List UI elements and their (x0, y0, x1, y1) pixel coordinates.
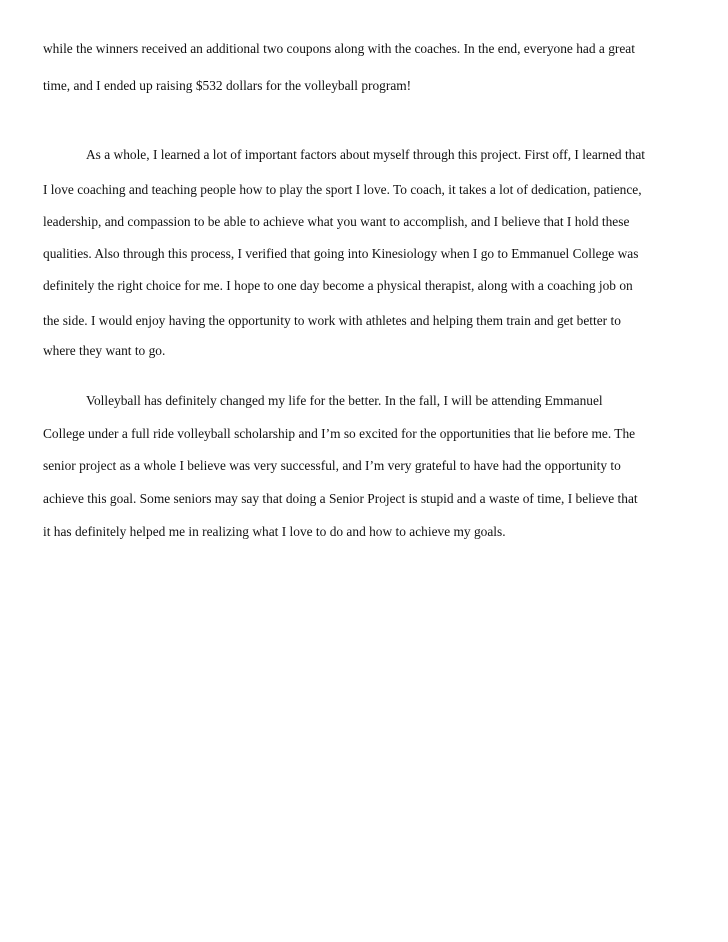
paragraph-1-line-2: time, and I ended up raising $532 dollars for the volleyball program! (43, 78, 412, 93)
paragraph-2-line-1: As a whole, I learned a lot of important factors about myself through this project. First off, I learned that (86, 147, 646, 162)
paragraph-2-line-7: where they want to go. (43, 343, 166, 358)
paragraph-2-line-3: leadership, and compassion to be able to achieve what you want to accomplish, and I believe that I hold these (43, 214, 630, 229)
paragraph-3-line-4: achieve this goal. Some seniors may say that doing a Senior Project is stupid and a waste of time, I believe that (43, 491, 638, 506)
paragraph-2-line-5: definitely the right choice for me. I hope to one day become a physical therapist, along with a coaching job on (43, 278, 633, 293)
paragraph-2-line-2: I love coaching and teaching people how to play the sport I love. To coach, it takes a lot of dedication, patience, (43, 182, 642, 197)
paragraph-3-line-3: senior project as a whole I believe was very successful, and I’m very grateful to have had the opportunity to (43, 458, 621, 473)
paragraph-3-line-1: Volleyball has definitely changed my life for the better. In the fall, I will be attending Emmanuel (86, 393, 603, 408)
paragraph-3-line-2: College under a full ride volleyball scholarship and I’m so excited for the opportunities that lie before me. The (43, 426, 636, 441)
paragraph-2-line-4: qualities. Also through this process, I verified that going into Kinesiology when I go to Emmanuel College was (43, 246, 639, 261)
paragraph-3-line-5: it has definitely helped me in realizing what I love to do and how to achieve my goals. (43, 524, 506, 539)
paragraph-1-line-1: while the winners received an additional two coupons along with the coaches. In the end, everyone had a great (43, 41, 635, 56)
paragraph-2-line-6: the side. I would enjoy having the opportunity to work with athletes and helping them train and get better to (43, 313, 621, 328)
